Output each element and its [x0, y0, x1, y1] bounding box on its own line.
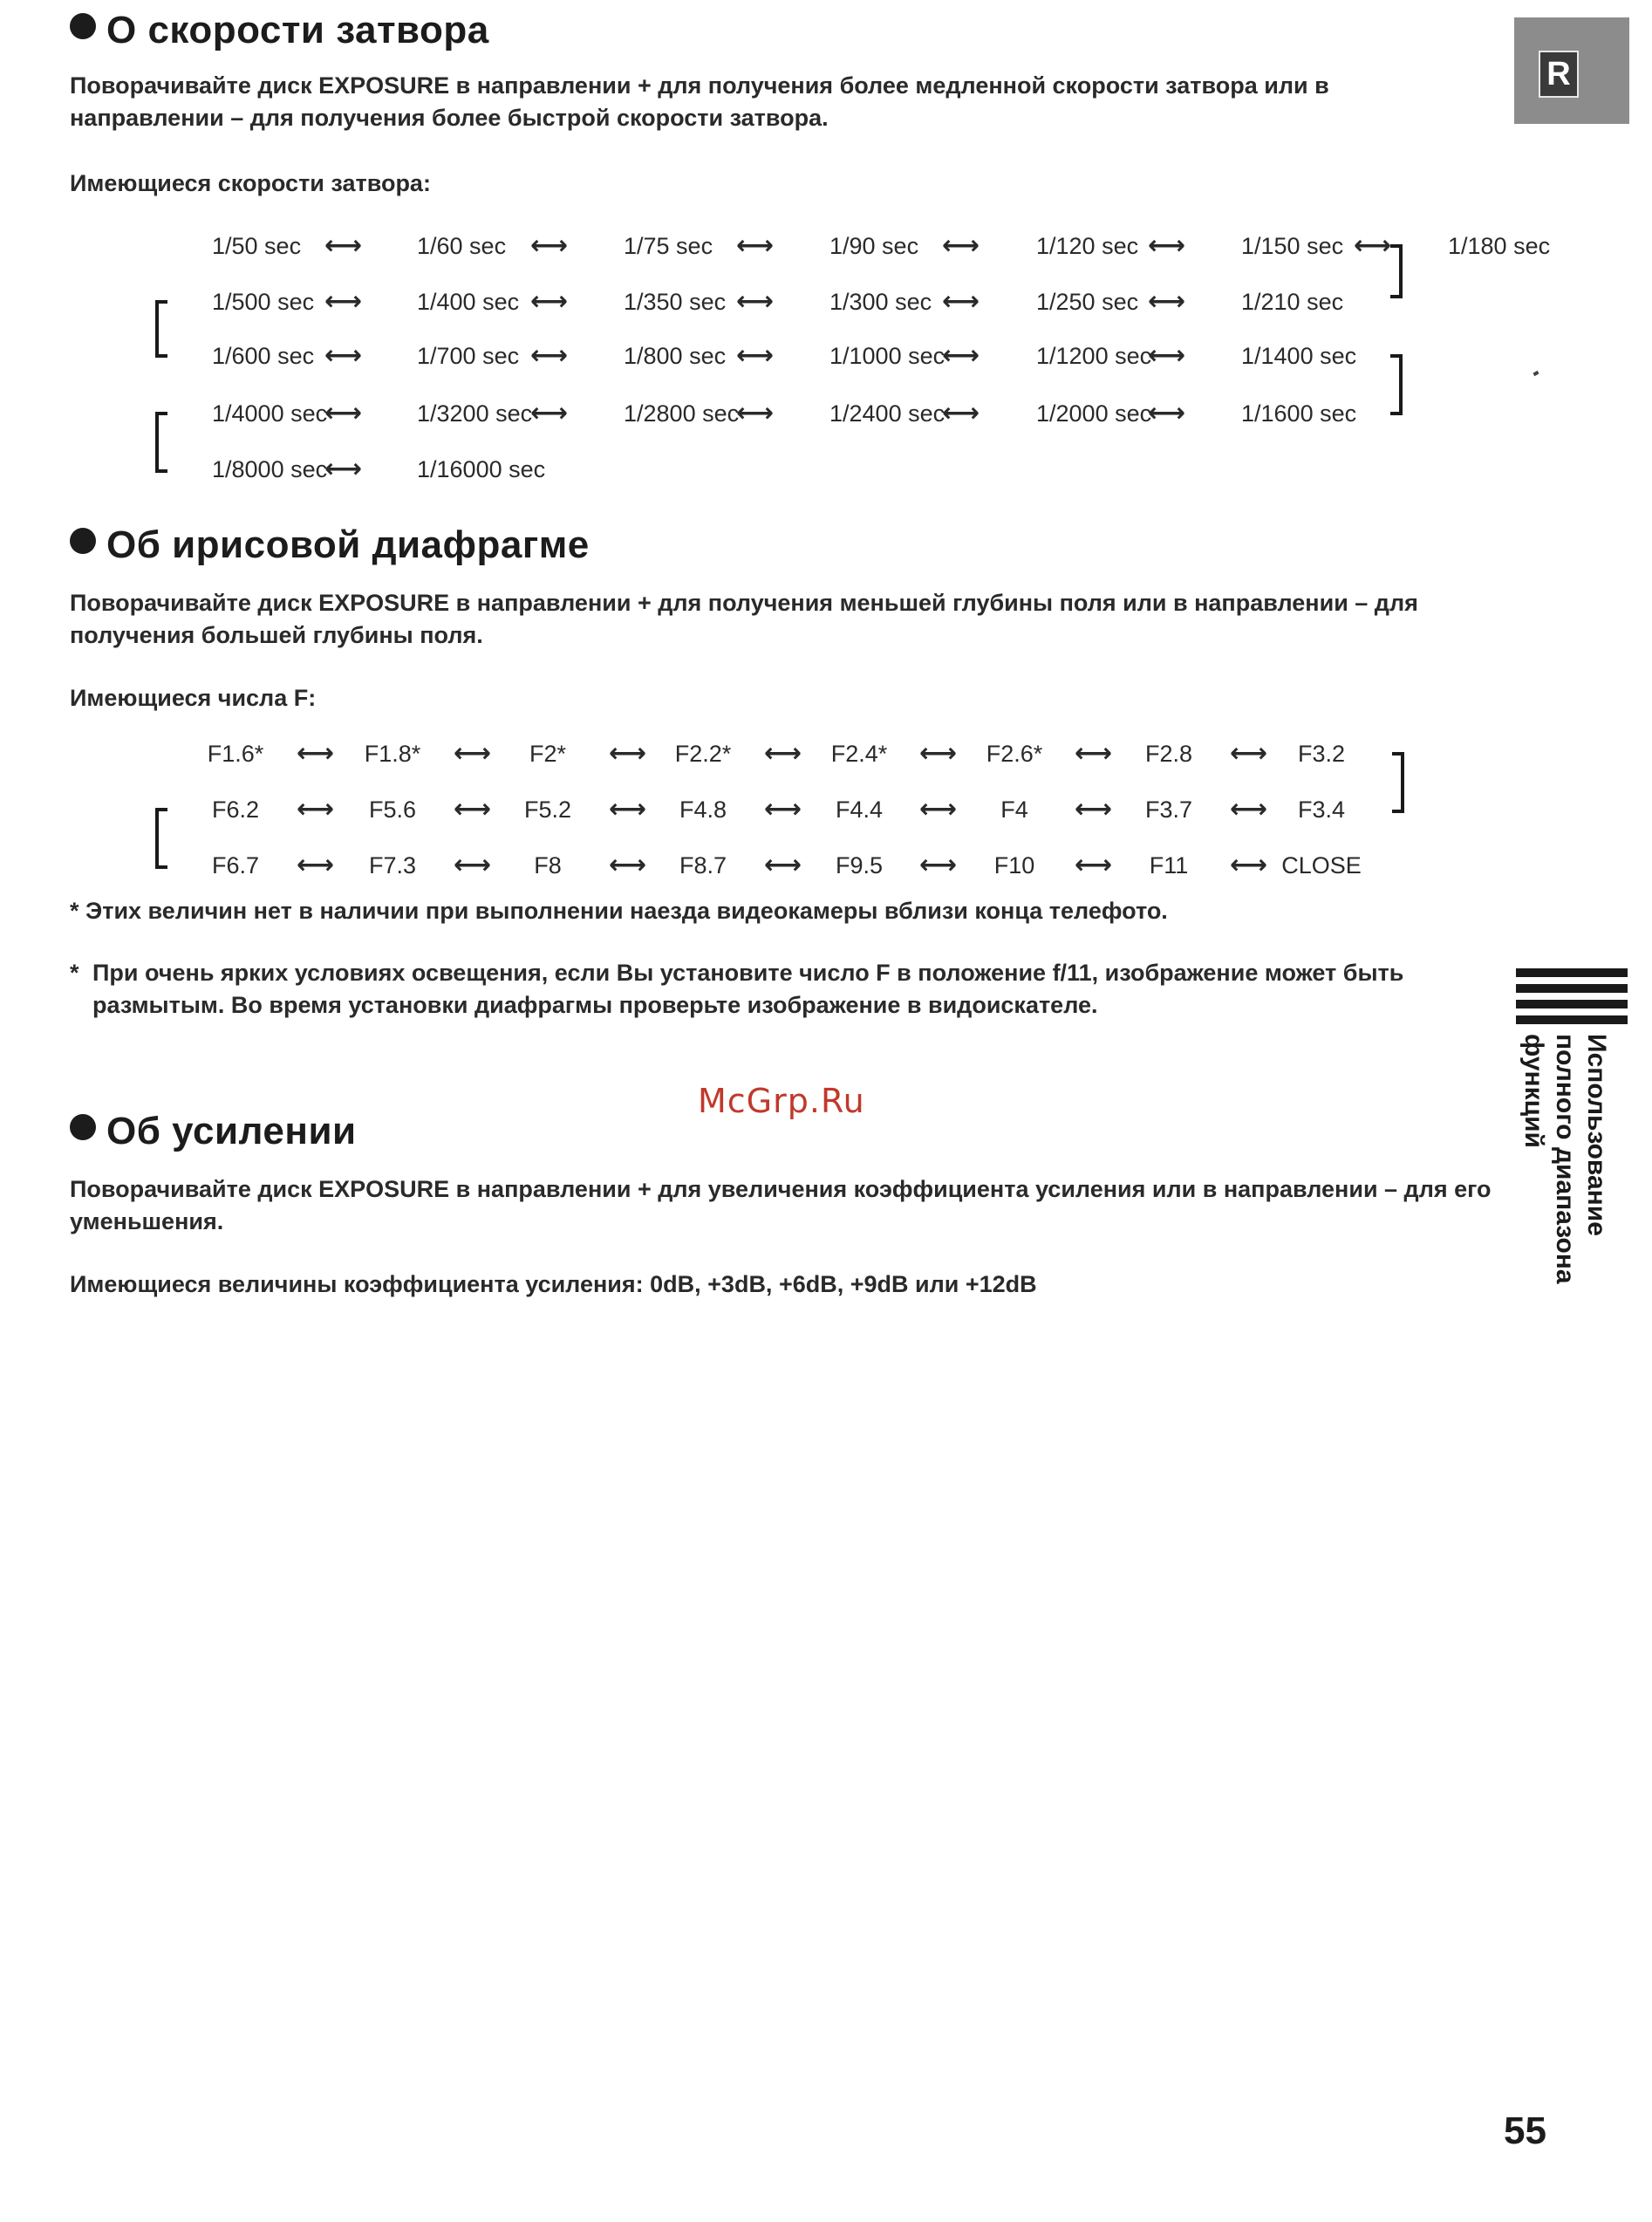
f-number-row: [0, 848, 1483, 883]
shutter-speed-value: 1/500 sec: [212, 289, 315, 315]
bullet-icon: [70, 528, 96, 554]
shutter-speed-value: 1/400 sec: [417, 289, 520, 315]
f-number-value: F2.6*: [986, 741, 1043, 767]
f-number-value: F3.4: [1297, 797, 1346, 823]
bidirectional-arrow-icon: ⟷: [297, 795, 335, 824]
bidirectional-arrow-icon: ⟷: [919, 739, 958, 768]
f-number-value: F2.8: [1144, 741, 1193, 767]
bidirectional-arrow-icon: ⟷: [919, 795, 958, 824]
bidirectional-arrow-icon: ⟷: [942, 341, 980, 370]
bidirectional-arrow-icon: ⟷: [764, 739, 802, 768]
f-number-value: F10: [993, 852, 1035, 879]
shutter-speed-value: 1/3200 sec: [417, 400, 533, 427]
iris-warning: [70, 957, 1483, 1022]
bidirectional-arrow-icon: ⟷: [454, 851, 492, 879]
f-number-value: F8: [534, 852, 562, 879]
shutter-speed-value: 1/250 sec: [1036, 289, 1139, 315]
f-number-value: F5.2: [523, 797, 572, 823]
f-number-value: CLOSE: [1281, 852, 1362, 879]
heading-iris: Об ирисовой диафрагме: [70, 523, 590, 567]
f-number-value: F6.7: [211, 852, 260, 879]
bidirectional-arrow-icon: ⟷: [1148, 231, 1186, 260]
bidirectional-arrow-icon: ⟷: [324, 231, 363, 260]
bidirectional-arrow-icon: ⟷: [1148, 341, 1186, 370]
row-connector-bracket: [155, 808, 167, 869]
speck-mark: [1533, 371, 1539, 376]
bidirectional-arrow-icon: ⟷: [609, 851, 647, 879]
shutter-speed-row: [0, 229, 1551, 263]
f-number-value: F4.4: [835, 797, 884, 823]
f-number-value: F2*: [529, 741, 567, 767]
shutter-list-label: Имеющиеся скорости затвора:: [70, 170, 431, 196]
shutter-speed-value: 1/350 sec: [624, 289, 727, 315]
f-number-row: [0, 736, 1483, 771]
shutter-description: Поворачивайте диск EXPOSURE в направлении + для получения более медленной скорости затвора или в направлении – для получения более быстрой скорости затвора.: [70, 72, 1329, 131]
f-number-value: F11: [1149, 852, 1189, 879]
section-tab-r: [1514, 17, 1629, 124]
shutter-speed-value: 1/1400 sec: [1241, 343, 1357, 369]
f-number-value: F1.6*: [207, 741, 264, 767]
shutter-speed-value: 1/800 sec: [624, 343, 727, 369]
f-number-value: F9.5: [835, 852, 884, 879]
bidirectional-arrow-icon: ⟷: [764, 795, 802, 824]
f-number-value: F6.2: [211, 797, 260, 823]
gain-description: Поворачивайте диск EXPOSURE в направлении + для увеличения коэффициента усиления или в направлении – для его уменьшения.: [70, 1176, 1492, 1234]
f-number-value: F7.3: [368, 852, 417, 879]
f-number-row: [0, 792, 1483, 827]
f-number-value: F3.7: [1144, 797, 1193, 823]
watermark: McGrp.Ru: [698, 1082, 865, 1120]
bidirectional-arrow-icon: ⟷: [1230, 851, 1268, 879]
warning-text: При очень ярких условиях освещения, если Вы установите число F в положение f/11, изображение может быть размытым. Во время установки диафрагмы проверьте изображение в видоискателе.: [92, 960, 1404, 1018]
row-connector-bracket: [1390, 354, 1403, 415]
iris-list-label: Имеющиеся числа F:: [70, 685, 317, 711]
bidirectional-arrow-icon: ⟷: [530, 287, 569, 316]
gain-values: Имеющиеся величины коэффициента усиления: 0dB, +3dB, +6dB, +9dB или +12dB: [70, 1271, 1037, 1297]
iris-description: Поворачивайте диск EXPOSURE в направлении + для получения меньшей глубины поля или в направлении – для получения большей глубины поля.: [70, 590, 1418, 648]
bidirectional-arrow-icon: ⟷: [1148, 287, 1186, 316]
bidirectional-arrow-icon: ⟷: [530, 399, 569, 427]
shutter-speed-value: 1/4000 sec: [212, 400, 328, 427]
bidirectional-arrow-icon: ⟷: [454, 739, 492, 768]
heading-shutter-speed: О скорости затвора: [70, 9, 489, 52]
iris-footnote: * Этих величин нет в наличии при выполнении наезда видеокамеры вблизи конца телефото.: [70, 898, 1168, 924]
shutter-speed-value: 1/60 sec: [417, 233, 507, 259]
bullet-icon: [70, 1114, 96, 1140]
bidirectional-arrow-icon: ⟷: [530, 341, 569, 370]
bidirectional-arrow-icon: ⟷: [736, 231, 775, 260]
shutter-speed-value: 1/150 sec: [1241, 233, 1344, 259]
bidirectional-arrow-icon: ⟷: [324, 455, 363, 483]
f-number-value: F4.8: [679, 797, 727, 823]
row-connector-bracket: [155, 300, 167, 358]
page-number: 55: [1504, 2109, 1546, 2152]
bidirectional-arrow-icon: ⟷: [609, 739, 647, 768]
shutter-speed-row: [0, 452, 1483, 487]
bidirectional-arrow-icon: ⟷: [1230, 739, 1268, 768]
shutter-speed-row: [0, 338, 1483, 373]
row-connector-bracket: [1392, 752, 1404, 813]
row-connector-bracket: [1390, 244, 1403, 298]
shutter-speed-value: 1/1000 sec: [829, 343, 945, 369]
bidirectional-arrow-icon: ⟷: [324, 399, 363, 427]
shutter-speed-row: [0, 396, 1483, 431]
shutter-speed-value: 1/16000 sec: [417, 456, 546, 482]
shutter-speed-value: 1/300 sec: [829, 289, 932, 315]
shutter-speed-value: 1/2400 sec: [829, 400, 945, 427]
bidirectional-arrow-icon: ⟷: [454, 795, 492, 824]
warning-asterisk: *: [70, 960, 79, 986]
shutter-speed-value: 1/1600 sec: [1241, 400, 1357, 427]
bidirectional-arrow-icon: ⟷: [297, 739, 335, 768]
side-tab-stripes: [1516, 968, 1628, 1024]
bidirectional-arrow-icon: ⟷: [736, 399, 775, 427]
shutter-speed-value: 1/2000 sec: [1036, 400, 1152, 427]
f-number-value: F1.8*: [364, 741, 421, 767]
bidirectional-arrow-icon: ⟷: [919, 851, 958, 879]
bidirectional-arrow-icon: ⟷: [1230, 795, 1268, 824]
shutter-speed-value: 1/1200 sec: [1036, 343, 1152, 369]
f-number-value: F2.2*: [674, 741, 732, 767]
side-tab-label: Использование полного диапазона функций: [1519, 1034, 1611, 1284]
shutter-speed-value: 1/210 sec: [1241, 289, 1344, 315]
shutter-speed-value: 1/700 sec: [417, 343, 520, 369]
bidirectional-arrow-icon: ⟷: [324, 287, 363, 316]
shutter-speed-value: 1/8000 sec: [212, 456, 328, 482]
bidirectional-arrow-icon: ⟷: [736, 341, 775, 370]
shutter-speed-value: 1/2800 sec: [624, 400, 740, 427]
f-number-value: F8.7: [679, 852, 727, 879]
bidirectional-arrow-icon: ⟷: [297, 851, 335, 879]
shutter-speed-value: 1/120 sec: [1036, 233, 1139, 259]
shutter-speed-value: 1/50 sec: [212, 233, 302, 259]
row-connector-bracket: [155, 412, 167, 473]
shutter-speed-value: 1/90 sec: [829, 233, 919, 259]
bidirectional-arrow-icon: ⟷: [736, 287, 775, 316]
bidirectional-arrow-icon: ⟷: [764, 851, 802, 879]
shutter-speed-value: 1/600 sec: [212, 343, 315, 369]
section-tab-letter: R: [1546, 56, 1571, 92]
bidirectional-arrow-icon: ⟷: [609, 795, 647, 824]
shutter-speed-row: [0, 284, 1483, 319]
bidirectional-arrow-icon: ⟷: [1075, 795, 1113, 824]
bidirectional-arrow-icon: ⟷: [942, 231, 980, 260]
bidirectional-arrow-icon: ⟷: [1354, 231, 1392, 260]
bidirectional-arrow-icon: ⟷: [1148, 399, 1186, 427]
bidirectional-arrow-icon: ⟷: [942, 399, 980, 427]
section-tab-letter-box: [1539, 51, 1579, 98]
bidirectional-arrow-icon: ⟷: [324, 341, 363, 370]
f-number-value: F4: [1000, 797, 1028, 823]
shutter-speed-value: 1/75 sec: [624, 233, 713, 259]
f-number-value: F5.6: [368, 797, 417, 823]
bidirectional-arrow-icon: ⟷: [1075, 851, 1113, 879]
bidirectional-arrow-icon: ⟷: [1075, 739, 1113, 768]
bidirectional-arrow-icon: ⟷: [942, 287, 980, 316]
bidirectional-arrow-icon: ⟷: [530, 231, 569, 260]
bullet-icon: [70, 13, 96, 39]
shutter-speed-value: 1/180 sec: [1448, 233, 1551, 259]
f-number-value: F3.2: [1297, 741, 1346, 767]
f-number-value: F2.4*: [830, 741, 888, 767]
heading-gain: Об усилении: [70, 1110, 357, 1153]
